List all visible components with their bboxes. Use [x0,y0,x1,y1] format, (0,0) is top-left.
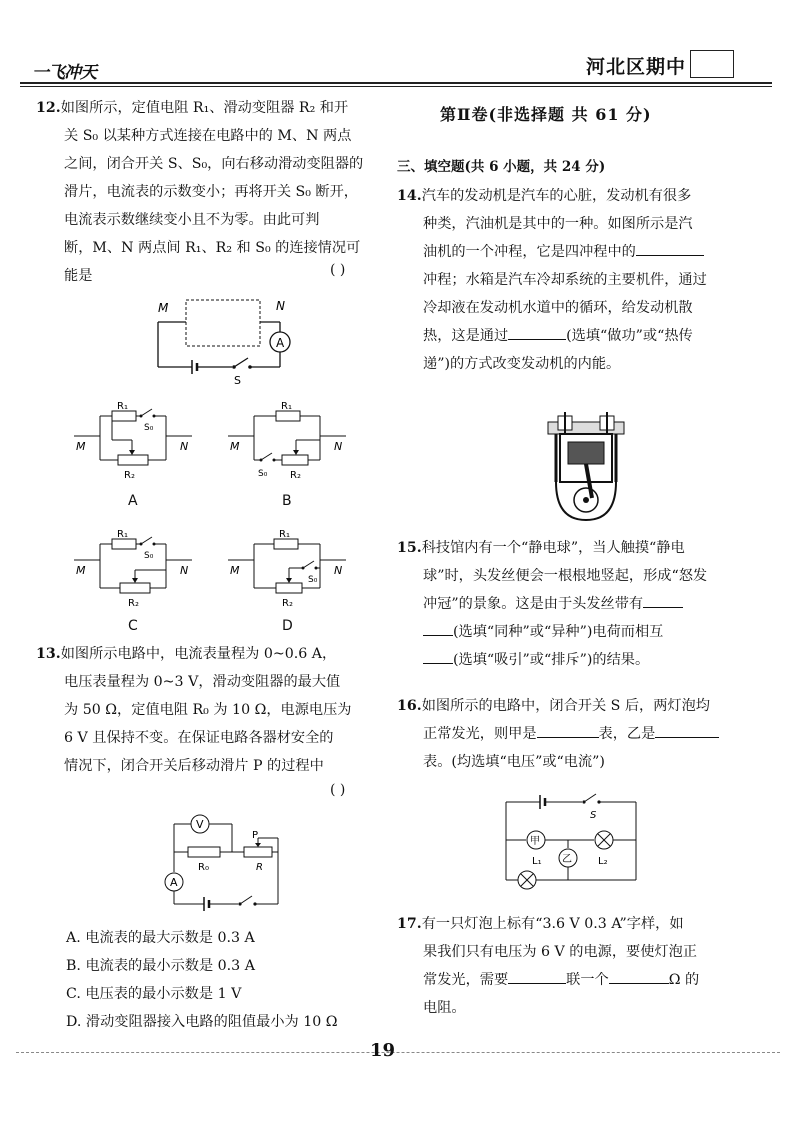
voltmeter-label: V [196,818,204,831]
question-14 [397,182,777,378]
r1-label: R₁ [117,529,128,540]
question-text: 冷却液在发动机水道中的循环，给发动机散 [423,300,693,316]
choice-d: D. 滑动变阻器接入电路的阻值最小为 10 Ω [66,1014,338,1030]
option-d-circuit [226,528,356,613]
question-text: 种类，汽油机是其中的一种。如图所示是汽 [423,216,693,232]
s0-label: S₀ [144,551,154,561]
question-text: 冲冠”的景象。这是由于头发丝带有 [423,596,644,612]
header-rule [20,82,772,84]
question-number: 13. [36,646,61,662]
choice-a: A. 电流表的最大示数是 0.3 A [66,930,255,946]
label-M: M [76,440,86,453]
q13-choices [66,924,396,1036]
question-text: 正常发光，则甲是 [423,726,537,742]
question-text: 递”)的方式改变发动机的内能。 [423,356,621,372]
section-subtitle: 三、填空题(共 6 小题，共 24 分) [397,159,606,175]
resistor-r0-icon [188,847,220,857]
label-M: M [230,564,240,577]
label-N: N [334,440,343,453]
question-text: 之间，闭合开关 S、S₀，向右移动滑动变阻器的 [64,156,364,172]
option-b-circuit [226,400,356,485]
question-text: 电阻。 [423,1000,466,1016]
question-number: 12. [36,100,61,116]
resistor-r1-icon [112,539,136,549]
section-title: 第Ⅱ卷(非选择题 共 61 分) [440,105,652,124]
r1-label: R₁ [279,529,290,540]
engine-figure [536,408,636,528]
question-text: 联一个 [566,972,609,988]
switch-icon [240,896,252,904]
question-text: 为 50 Ω，定值电阻 R₀ 为 10 Ω，电源电压为 [64,702,352,718]
slider-p-label: P [252,830,259,841]
question-text: 表，乙是 [598,726,656,742]
question-16 [397,692,777,776]
question-text: 电压表量程为 0~3 V，滑动变阻器的最大值 [64,674,341,690]
resistor-r1-icon [112,411,136,421]
question-text: 常发光，需要 [423,972,509,988]
resistor-r1-icon [276,411,300,421]
label-N: N [334,564,343,577]
question-text: 6 V 且保持不变。在保证电路各器材安全的 [64,730,334,746]
rheostat-r2-icon [276,583,302,593]
answer-blank[interactable] [423,647,453,664]
question-text: 如图所示，定值电阻 R₁、滑动变阻器 R₂ 和开 [60,100,349,116]
question-text: 如图所示的电路中，闭合开关 S 后，两灯泡均 [421,698,710,714]
r2-label: R₂ [282,598,293,609]
label-N: N [180,440,189,453]
answer-blank[interactable] [508,323,566,340]
header-rule-thin [20,86,772,87]
question-text: 汽车的发动机是汽车的心脏，发动机有很多 [421,188,692,204]
q13-circuit [160,808,290,918]
meter-yi-label: 乙 [562,854,572,865]
label-N: N [180,564,189,577]
rheostat-r2-icon [120,583,150,593]
option-a-circuit [72,400,202,485]
label-M: M [158,301,169,315]
answer-blank[interactable] [636,239,704,256]
question-text: 关 S₀ 以某种方式连接在电路中的 M、N 两点 [64,128,352,144]
option-b-label: B [282,493,292,509]
question-text: (选填“做功”或“热传 [566,328,693,344]
answer-blank[interactable] [643,591,683,608]
exam-title: 河北区期中 [586,56,687,78]
switch-icon [234,358,248,367]
answer-blank[interactable] [655,721,719,738]
switch-icon [584,794,596,802]
answer-bracket: ( ) [330,262,346,278]
r2-label: R₂ [124,470,135,481]
r2-label: R₂ [128,598,139,609]
q16-circuit [496,790,646,890]
question-17 [397,910,777,1022]
rheostat-r-icon [244,847,272,857]
r2-label: R₂ [290,470,301,481]
question-15 [397,534,777,674]
label-M: M [76,564,86,577]
question-text: 如图所示电路中，电流表量程为 0~0.6 A， [60,646,337,662]
label-M: M [230,440,240,453]
footer-rule [16,1052,780,1053]
question-text: 果我们只有电压为 6 V 的电源，要使灯泡正 [423,944,697,960]
switch-s0-icon [303,561,314,568]
unknown-box [186,300,260,346]
question-number: 16. [397,698,422,714]
page-number: 19 [370,1040,396,1061]
switch-s0-icon [261,453,272,460]
question-text: Ω 的 [668,972,700,988]
r0-label: R₀ [198,862,209,873]
r1-label: R₁ [117,401,128,412]
label-N: N [276,299,285,313]
r1-label: R₁ [281,401,292,412]
question-text: 冲程；水箱是汽车冷却系统的主要机件，通过 [423,272,707,288]
ammeter-label: A [170,876,178,889]
question-text: 有一只灯泡上标有“3.6 V 0.3 A”字样，如 [421,916,684,932]
s0-label: S₀ [308,575,318,585]
question-13 [36,640,386,780]
switch-label: S [234,374,241,387]
s0-label: S₀ [144,423,154,433]
question-text: 表。(均选填“电压”或“电流”) [423,754,605,770]
answer-blank[interactable] [423,619,453,636]
option-c-circuit [72,528,202,613]
question-text: 能是 [64,268,93,284]
choice-b: B. 电流表的最小示数是 0.3 A [66,958,255,974]
question-text: (选填“同种”或“异种”)电荷而相互 [453,624,664,640]
question-text: 情况下，闭合开关后移动滑片 P 的过程中 [64,758,324,774]
rheostat-r2-icon [282,455,308,465]
brand-title: 一飞冲天 [32,63,96,83]
question-12 [36,94,386,290]
question-number: 15. [397,540,422,556]
switch-s0-icon [141,537,152,544]
question-text: 油机的一个冲程，它是四冲程中的 [423,244,636,260]
answer-blank[interactable] [537,721,599,738]
choice-c: C. 电压表的最小示数是 1 V [66,986,242,1002]
option-c-label: C [128,618,138,634]
answer-blank[interactable] [508,967,566,984]
ammeter-label: A [276,336,285,350]
question-text: 滑片，电流表的示数变小；再将开关 S₀ 断开， [64,184,358,200]
s0-label: S₀ [258,469,268,479]
question-text: (选填“吸引”或“排斥”)的结果。 [453,652,650,668]
question-text: 科技馆内有一个“静电球”，当人触摸“静电 [421,540,685,556]
switch-label: S [590,810,597,821]
meter-jia-label: 甲 [530,836,540,847]
r-label: R [256,862,263,873]
question-number: 17. [397,916,422,932]
question-text: 电流表示数继续变小且不为零。由此可判 [64,212,320,228]
question-text: 断，M、N 两点间 R₁、R₂ 和 S₀ 的连接情况可 [64,240,361,256]
answer-blank[interactable] [609,967,669,984]
q12-main-circuit [150,292,300,392]
option-d-label: D [282,618,293,634]
answer-bracket: ( ) [330,782,346,798]
logo-icon [690,50,734,78]
lamp-l1-label: L₁ [532,856,542,867]
lamp-l2-label: L₂ [598,856,608,867]
switch-s0-icon [141,409,152,416]
option-a-label: A [128,493,138,509]
question-text: 热，这是通过 [423,328,509,344]
resistor-r1-icon [274,539,298,549]
rheostat-r2-icon [118,455,148,465]
question-number: 14. [397,188,422,204]
question-text: 球”时，头发丝便会一根根地竖起，形成“怒发 [423,568,708,584]
